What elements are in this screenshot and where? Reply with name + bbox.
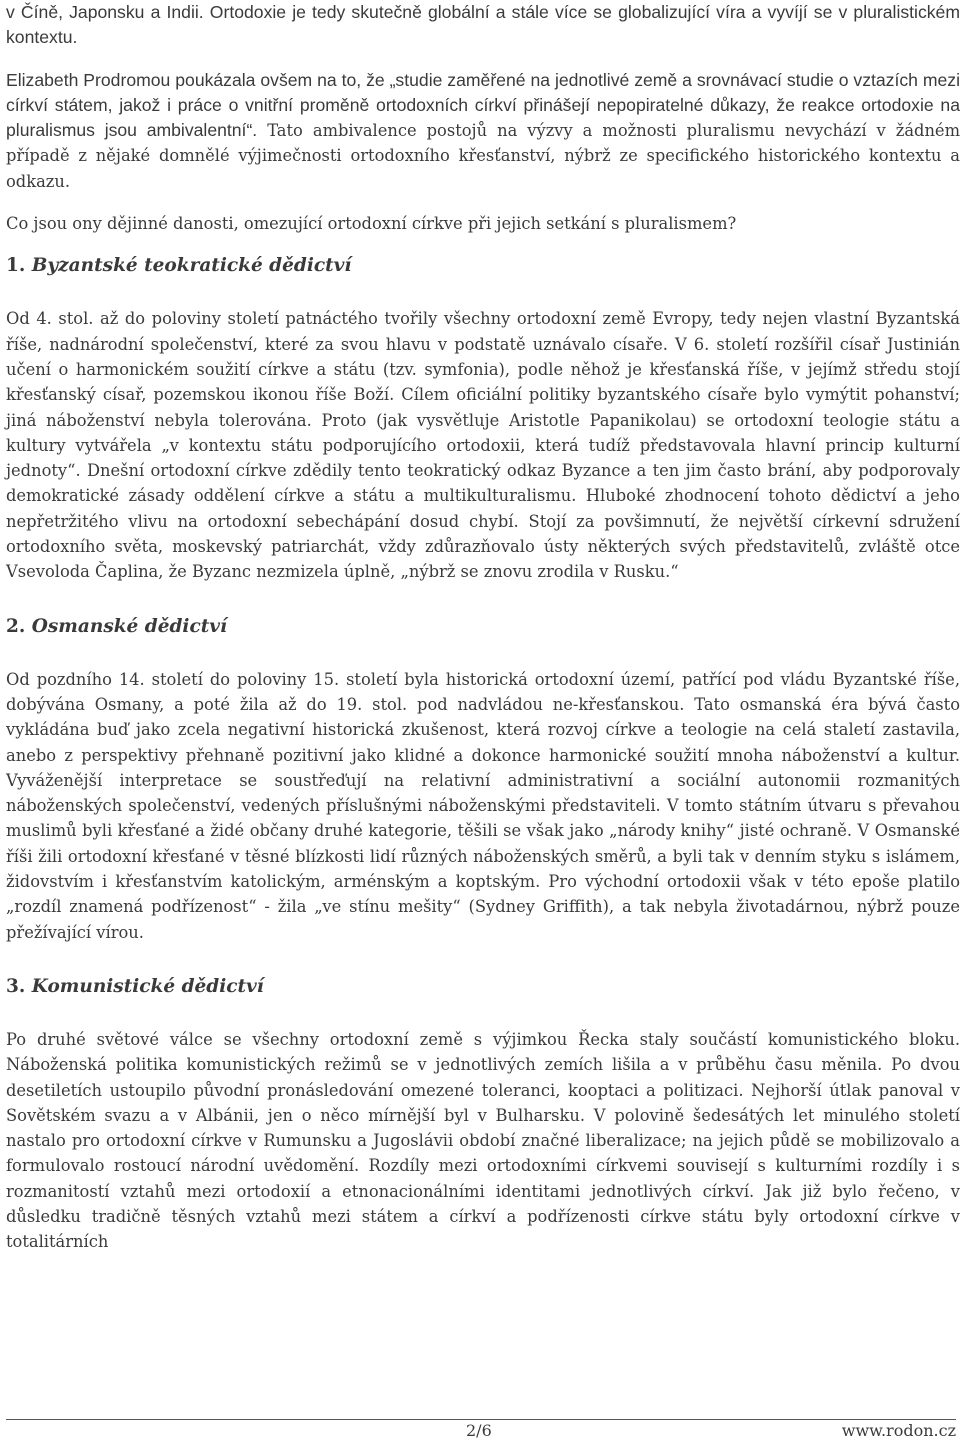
heading-communist-heritage (6, 974, 960, 999)
heading-number: 3. (6, 975, 26, 997)
heading-byzantine-heritage (6, 253, 960, 278)
heading-title: Osmanské dědictví (31, 615, 228, 637)
paragraph-prodromou (6, 68, 960, 194)
heading-number: 1. (6, 255, 26, 277)
heading-number: 2. (6, 615, 26, 637)
heading-title: Komunistické dědictví (31, 975, 264, 997)
heading-ottoman-heritage (6, 614, 960, 639)
paragraph-question: Co jsou ony dějinné danosti, omezující ortodoxní církve při jejich setkání s pluralismem? (6, 214, 737, 234)
paragraph-prodromou-tail: Tato ambivalence postojů na výzvy a možnosti pluralismu nevychází v žádném případě z nějaké domnělé výjimečnosti ortodoxního křesťanství, nýbrž ze specifického historického kontextu a odkazu. (6, 121, 960, 191)
paragraph-ottoman: Od pozdního 14. století do poloviny 15. století byla historická ortodoxní území, patřící pod vládu Byzantské říše, dobývána Osmany, a poté žila až do 19. stol. pod nadvládou ne-křesťanskou. Tato osmanská éra bývá často vykládána buď jako zcela negativní historická zkušenost, která rozvoj církve a teologie na celá staletí zastavila, anebo z perspektivy přehnaně pozitivní jako klidné a dokonce harmonické soužití mnoha náboženství a kultur. Vyváženější interpretace se soustřeďují na relativní administrativní a sociální autonomii rozmanitých náboženských společenství, vedených příslušnými náboženskými představiteli. V tomto státním útvaru s převahou muslimů byli křesťané a židé občany druhé kategorie, těšili se však jako „národy knihy“ jisté ochraně. V Osmanské říši žili ortodoxní křesťané v těsné blízkosti lidí různých náboženských směrů, a byli tak v denním styku s islámem, židovstvím i křesťanstvím katolickým, arménským a koptským. Pro východní ortodoxii však v této epoše platilo „rozdíl znamená podřízenost“ - žila „ve stínu mešity“ (Sydney Griffith), a tak nebyla životadárnou, nýbrž pouze přežívající vírou. (6, 669, 960, 942)
paragraph-intro: v Číně, Japonsku a Indii. Ortodoxie je tedy skutečně globální a stále více se globalizující víra a vyvíjí se v pluralistickém kontextu. (6, 2, 960, 48)
page-number: 2/6 (466, 1421, 492, 1440)
paragraph-byzantine: Od 4. stol. až do poloviny století patnáctého tvořily všechny ortodoxní země Evropy, tedy nejen vlastní Byzantská říše, nadnárodní společenství, které za svou hlavu v podstatě uznávalo císaře. V 6. století rozšířil císař Justinián učení o harmonickém soužití církve a státu (tzv. symfonia), podle něhož je křesťanská říše, v jejímž středu stojí křesťanský císař, pozemskou ikonou říše Boží. Cílem oficiální politiky byzantského císaře bylo vymýtit pohanství; jiná náboženství nebyla tolerována. Proto (jak vysvětluje Aristotle Papanikolau) se ortodoxní teologie státu a kultury vytvářela „v kontextu státu podporujícího ortodoxii, která tudíž představovala hlavní princip kulturní jednoty“. Dnešní ortodoxní církve zdědily tento teokratický odkaz Byzance a ten jim často brání, aby podporovaly demokratické zásady oddělení církve a státu a multikulturalismu. Hluboké zhodnocení tohoto dědictví a jeho nepřetržitého vlivu na ortodoxní sebechápání dosud chybí. Stojí za povšimnutí, že největší církevní sdružení ortodoxního světa, moskevský patriarchát, vždy zdůrazňovalo ústy některých svých představitelů, zvláště otce Vsevoloda Čaplina, že Byzanc nezmizela úplně, „nýbrž se znovu zrodila v Rusku.“ (6, 309, 960, 582)
heading-title: Byzantské teokratické dědictví (31, 255, 352, 277)
paragraph-communist: Po druhé světové válce se všechny ortodoxní země s výjimkou Řecka staly součástí komunistického bloku. Náboženská politika komunistických režimů se v jednotlivých zemích lišila a v průběhu času měnila. Po dvou desetiletích ustoupilo původní pronásledování omezené toleranci, kooptaci a politizaci. Nejhorší útlak panoval v Sovětském svazu a v Albánii, jen o něco mírnější byl v Bulharsku. V polovině šedesátých let minulého století nastalo pro ortodoxní církve v Rumunsku a Jugoslávii období značné liberalizace; na jejich půdě se mobilizovalo a formulovalo rostoucí národní uvědomění. Rozdíly mezi ortodoxními církvemi souvisejí s kulturními rozdíly i s rozmanitostí vztahů mezi ortodoxií a etnonacionálními identitami jednotlivých církví. Jak již bylo řečeno, v důsledku tradičně těsných vztahů mezi státem a církví a podřízenosti církve státu byly ortodoxní církve v totalitárních (6, 1029, 960, 1252)
paragraph-prodromou-quote: Elizabeth Prodromou poukázala ovšem na to, že „studie zaměřené na jednotlivé země a srovnávací studie o vztazích mezi církví státem, jakož i práce o vnitřní proměně ortodoxních církví přinášejí nepopiratelné důkazy, že reakce ortodoxie na pluralismus jsou ambivalentní“. (6, 69, 960, 141)
document-page (6, 0, 960, 1255)
footer-divider (6, 1419, 956, 1420)
footer-website: www.rodon.cz (841, 1421, 956, 1440)
